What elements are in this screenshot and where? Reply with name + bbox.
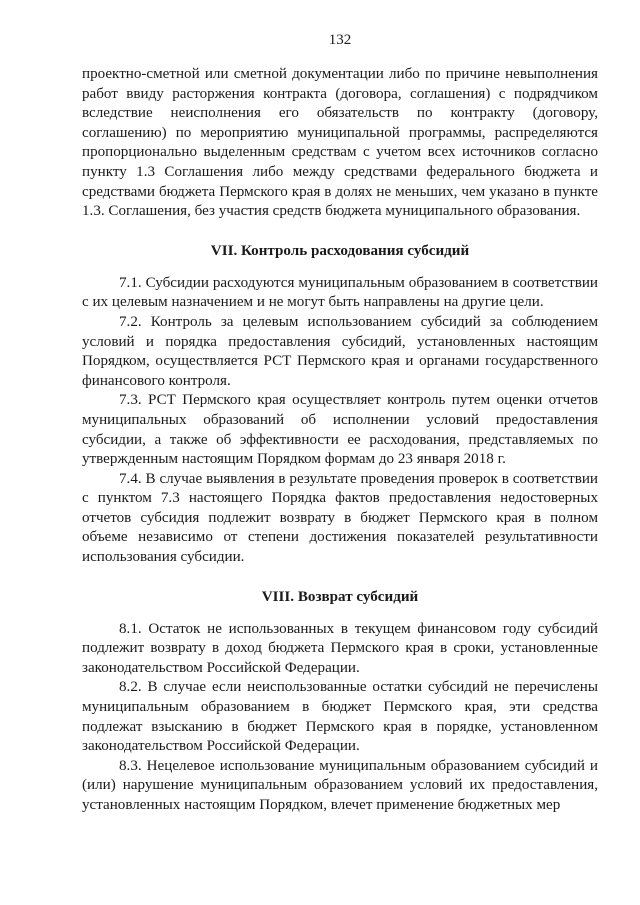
paragraph-8-2: 8.2. В случае если неиспользованные остатки субсидий не перечислены муниципальным образованием в бюджет Пермского края, эти средства подлежат взысканию в бюджет Пермского края в порядке, установленном законодательством Российской Федерации.	[82, 679, 598, 755]
paragraph-8-3: 8.3. Нецелевое использование муниципальным образованием субсидий и (или) нарушение муниципальным образованием условий их предоставления, установленных настоящим Порядком, влечет применение бюджетных мер	[82, 757, 598, 813]
paragraph-7-1: 7.1. Субсидии расходуются муниципальным образованием в соответствии с их целевым назначением и не могут быть направлены на другие цели.	[82, 274, 598, 311]
section-8-heading: VIII. Возврат субсидий	[261, 588, 419, 605]
section-7-heading: VII. Контроль расходования субсидий	[210, 242, 470, 259]
paragraph-7-2: 7.2. Контроль за целевым использованием субсидий за соблюдением условий и порядка предоставления субсидий, установленных настоящим Порядком, осуществляется РСТ Пермского края и органами государственного финансового контроля.	[82, 313, 598, 389]
paragraph-7-4: 7.4. В случае выявления в результате проведения проверок в соответствии с пунктом 7.3 настоящего Порядка фактов предоставления недостоверных отчетов субсидия подлежит возврату в бюджет Пермского края в полном объеме независимо от степени достижения показателей результативности использования субсидии.	[82, 470, 598, 566]
paragraph-7-3: 7.3. РСТ Пермского края осуществляет контроль путем оценки отчетов муниципальных образований об исполнении условий предоставления субсидии, а также об эффективности ее расходования, представляемых по утвержденным настоящим Порядком формам до 23 января 2018 г.	[82, 392, 598, 468]
intro-paragraph: проектно-сметной или сметной документации либо по причине невыполнения работ ввиду расторжения контракта (договора, соглашения) с подрядчиком вследствие неисполнения его обязательств по контракту (договору, соглашению) по мероприятию муниципальной программы, распределяются пропорционально выделенным средствам с учетом всех источников согласно пункту 1.3 Соглашения либо между средствами федерального бюджета и средствами бюджета Пермского края в долях не меньших, чем указано в пункте 1.3. Соглашения, без участия средств бюджета муниципального образования.	[82, 66, 598, 220]
page-number: 132	[328, 32, 352, 48]
paragraph-8-1: 8.1. Остаток не использованных в текущем финансовом году субсидий подлежит возврату в доход бюджета Пермского края в сроки, установленные законодательством Российской Федерации.	[82, 620, 598, 676]
document-body	[82, 65, 598, 816]
